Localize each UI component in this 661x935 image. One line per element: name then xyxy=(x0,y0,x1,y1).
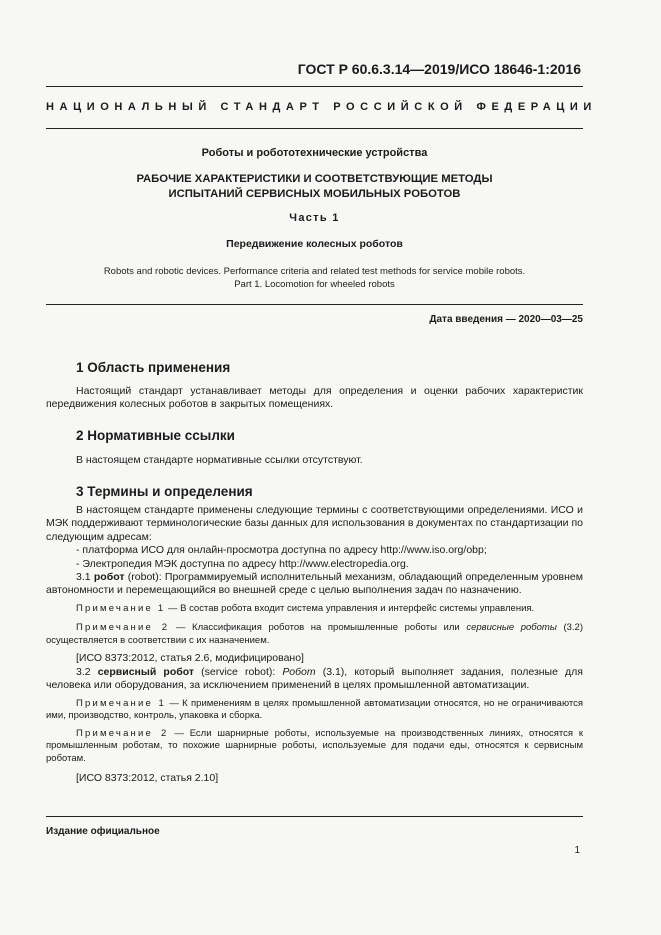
note-label: Примечание 1 xyxy=(76,602,166,614)
note-text: — Если шарнирные роботы, используемые на производственных линиях, относятся к промышленным роботам, то похожие шарнирные роботы, используемые для подачи еды, относятся к сервисным роботам. xyxy=(46,727,584,764)
note-text-pre: — Классификация роботов на промышленные роботы или xyxy=(175,622,460,634)
english-title xyxy=(46,265,583,291)
bullet-iec: - Электропедия МЭК доступна по адресу http://www.electropedia.org. xyxy=(76,557,409,570)
term-3-2-italic-ref: Робот xyxy=(282,665,316,678)
section-3-intro: В настоящем стандарте применены следующие термины с соответствующими определениями. ИСО и МЭК поддерживают терминологические базы данных для использования в документах по стандартизации по следующим адресам: xyxy=(46,504,583,543)
note-label: Примечание 2 xyxy=(76,622,170,634)
term-3-1-note-1 xyxy=(46,603,583,616)
footer-rule xyxy=(46,816,583,817)
note-text: — К применениям в целях промышленной автоматизации относятся, но не ограничиваются ими, производство, контроль, упаковка и сборка. xyxy=(46,697,583,722)
part-title: Передвижение колесных роботов xyxy=(226,238,403,250)
term-3-1 xyxy=(46,571,583,598)
note-text: — В состав робота входит система управления и интерфейс системы управления. xyxy=(167,602,535,614)
section-2-paragraph: В настоящем стандарте нормативные ссылки отсутствуют. xyxy=(76,454,363,466)
section-1-paragraph: Настоящий стандарт устанавливает методы для определения и оценки рабочих характеристик передвижения колесных роботов в закрытых помещениях. xyxy=(46,385,583,411)
term-3-2 xyxy=(46,666,583,693)
header-rule-bottom xyxy=(46,128,583,129)
term-3-2-definition: (3.1), который выполняет задания, полезные для человека или оборудования, за исключением применений в целях промышленной автоматизации. xyxy=(46,665,583,692)
date-rule xyxy=(46,304,583,305)
title-line-1: РАБОЧИЕ ХАРАКТЕРИСТИКИ И СООТВЕТСТВУЮЩИЕ МЕТОДЫ xyxy=(136,173,493,185)
term-3-2-note-2 xyxy=(46,728,583,766)
title-line-2: ИСПЫТАНИЙ СЕРВИСНЫХ МОБИЛЬНЫХ РОБОТОВ xyxy=(168,188,461,200)
term-3-1-source: [ИСО 8373:2012, статья 2.6, модифицировано] xyxy=(76,652,304,665)
term-3-2-english: (service robot): xyxy=(201,665,276,678)
part-number: Часть 1 xyxy=(289,212,340,224)
official-edition-label: Издание официальное xyxy=(46,826,160,837)
section-2-heading: 2 Нормативные ссылки xyxy=(76,428,235,443)
note-label: Примечание 2 xyxy=(76,727,169,739)
section-3-body xyxy=(46,504,583,785)
note-text-italic: сервисные роботы xyxy=(466,622,557,634)
note-text-post: (3.2) осуществляется в соответствии с их назначением. xyxy=(46,622,584,646)
term-3-2-term: сервисный робот xyxy=(97,665,195,678)
section-2-text xyxy=(46,454,583,467)
page-number: 1 xyxy=(574,845,580,856)
section-3-heading: 3 Термины и определения xyxy=(76,484,253,499)
section-1-heading: 1 Область применения xyxy=(76,360,231,375)
note-label: Примечание 1 xyxy=(76,697,166,709)
section-1-text xyxy=(46,385,583,412)
term-3-1-note-2 xyxy=(46,622,583,647)
date-of-introduction: Дата введения — 2020—03—25 xyxy=(429,314,583,325)
term-3-1-number: 3.1 xyxy=(76,571,91,584)
term-3-1-definition: (robot): Программируемый исполнительный механизм, обладающий определенным уровнем автономности и перемещающийся во внешней среде с целью выполнения задач по назначению. xyxy=(46,571,583,597)
bullet-iso: - платформа ИСО для онлайн-просмотра доступна по адресу http://www.iso.org/obp; xyxy=(76,544,487,557)
standard-code: ГОСТ Р 60.6.3.14—2019/ИСО 18646-1:2016 xyxy=(297,61,581,77)
english-title-line-1: Robots and robotic devices. Performance criteria and related test methods for service mobile robots. xyxy=(103,266,526,277)
header-rule-top xyxy=(46,86,583,87)
term-3-2-number: 3.2 xyxy=(76,665,91,678)
national-standard-banner: НАЦИОНАЛЬНЫЙ СТАНДАРТ РОССИЙСКОЙ ФЕДЕРАЦИИ xyxy=(46,101,597,113)
term-3-1-term: робот xyxy=(93,571,125,584)
document-subject: Роботы и робототехнические устройства xyxy=(201,147,428,159)
document-title xyxy=(46,172,583,202)
term-3-2-note-1 xyxy=(46,698,583,723)
english-title-line-2: Part 1. Locomotion for wheeled robots xyxy=(234,279,395,290)
term-3-2-source: [ИСО 8373:2012, статья 2.10] xyxy=(76,772,219,785)
